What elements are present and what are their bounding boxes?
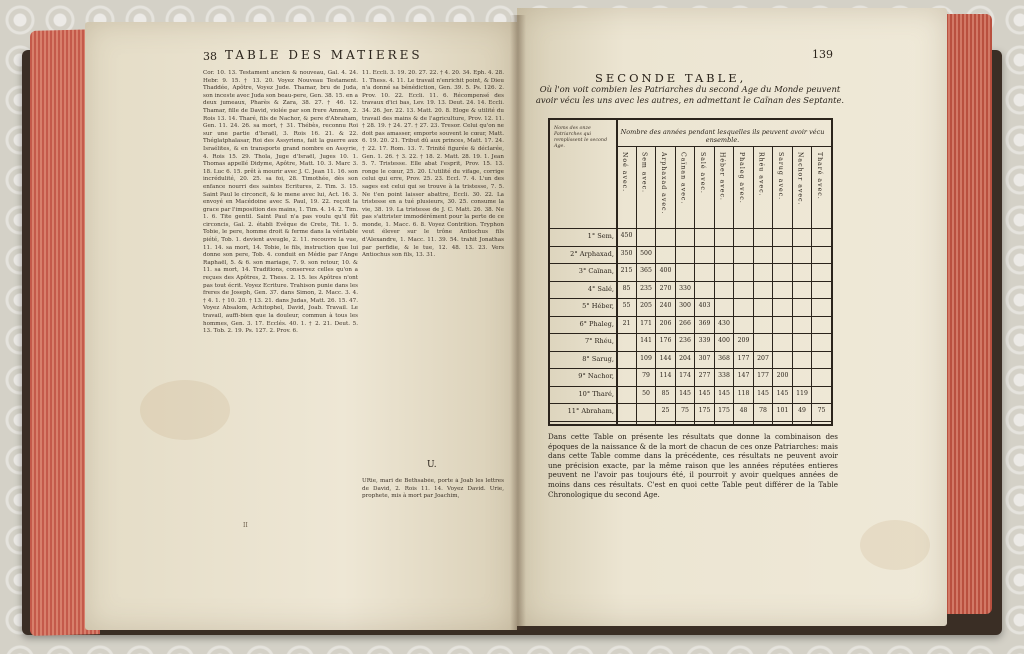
book-page-edges-right	[940, 14, 992, 614]
table-cell-value: 55	[622, 302, 631, 309]
table-cell-value: 365	[640, 267, 652, 274]
table-row-rule	[550, 333, 831, 334]
table-cell-value: 141	[640, 337, 652, 344]
table-row-rule	[550, 263, 831, 264]
table-cell-value: 206	[659, 319, 672, 327]
table-cell-value: 145	[718, 389, 730, 397]
index-column-1-text: Cor. 10. 13. Testament ancien & nouveau, Gal. 4. 24. Hebr. 9. 15. † 13. 20. Voyez Nouveau Testament. Thaddée, Apôtre, Voyez Jude. Thamar, bru de Juda, son inceste avec Juda son beau-pere, Gen. 38. 15. en a deux jumeaux, Pharès & Zara, 38. 27. † 46. 12. Thamar, fille de David, violée par son frere Amnon, 2. Rois 13. 14. Tharé, fils de Nachor, & pere d'Abraham, Gen. 11. 24. 26. sa mort, † 31. Thébès, reconnu Roi sur une partie d'Israël, 3. Rois 16. 21. & 22. Théglatphalasar, Roi des Assyriens, fait la guerre aux Israélites, & en transporte grand nombre en Assyrie, 4. Rois 15. 29. Thola, Juge d'Israël, Juges 10. 1. Thomas appellé Didyme, Apôtre, Matt. 10. 3. Marc 3. 18. Luc 6. 15. prêt à mourir avec J. C. Jean 11. 16. son incrédulité, 20. 25. sa foi, 28. Timothée, dès son enfance nourri des saintes Ecritures, 2. Tim. 3. 15. Saint Paul le circoncit, & le mene avec lui, Act. 16. 3. envoyé en Macédoine avec S. Paul, 19. 22. reçoit la grace par l'imposition des mains, 1. Tim. 4. 14. 2. Tim. 1. 6. Tite gentil. Saint Paul n'a pas voulu qu'il fût circoncis, Gal. 2. établi Evêque de Crete, Tit. 1. 5. Tobie, le pere, homme droit & ferme dans la véritable piété, Tob. 1. devient aveugle, 2. 11. recouvre la vue, 11. 14. sa mort, 14. Tobie, le fils, instruction que lui donne son pere, Tob. 4. conduit en Médie par l'Ange Raphaël, 5. & 6. son mariage, 7. 9. son retour, 10. & 11. sa mort, 14. Traditions, conservez celles qu'on a reçues des Apôtres, 2. Thess. 2. 15. les Apôtres n'ont pas tout écrit. Voyez Ecriture. Trahison punie dans les freres de Joseph, Gen. 37. dans Simon, 2. Macc. 3. 4. † 4. 1. † 10. 20. † 13. 21. dans Judas, Matt. 26. 15. 47. Voyez Absalom, Achitophel, David, Joab. Travail. Le travail, auffi-bien que la douleur, commun à tous les hommes, Gen. 3. 17. Ecclés. 40. 1. † 2. 21. Deut. 5. 13. Tob. 2. 19. Ps. 127. 2. Prov. 6.	[203, 70, 358, 335]
table-cell-value: 277	[698, 372, 711, 379]
table-cell-value: 49	[798, 407, 806, 414]
table-cell-value: 215	[620, 267, 633, 274]
table-cell-value: 21	[622, 319, 631, 327]
table-cell-value: 177	[737, 354, 750, 362]
table-cell-value: 109	[640, 354, 652, 362]
table-row-label: 1° Sem,	[587, 232, 614, 240]
table-column-divider	[792, 146, 793, 424]
table-cell-value: 500	[640, 249, 652, 257]
patriarch-table	[548, 118, 833, 426]
table-column-head: Phaleg avec.	[738, 152, 745, 204]
table-row-rule	[550, 351, 831, 352]
index-letter-heading: U.	[427, 460, 437, 470]
index-column-1	[203, 70, 358, 518]
table-row-label: 3° Caïnan,	[578, 267, 614, 275]
table-cell-value: 450	[620, 232, 633, 239]
index-column-2-bottom	[362, 478, 504, 516]
table-title: SECONDE TABLE,	[595, 71, 747, 85]
table-cell-value: 174	[679, 372, 691, 379]
table-row-rule	[550, 298, 831, 299]
signature-mark: II	[243, 522, 248, 529]
table-cell-value: 75	[817, 407, 826, 414]
table-column-head: Arphaxad avec.	[660, 152, 667, 215]
book-gutter	[510, 15, 526, 630]
left-running-head: TABLE DES MATIERES	[225, 48, 423, 62]
table-cell-value: 235	[640, 284, 652, 292]
table-column-divider	[733, 146, 734, 424]
table-subtitle: Où l'on voit combien les Patriarches du second Age du Monde peuvent avoir vécu les uns avec les autres, en admettant le Caïnan des Septante.	[535, 84, 845, 105]
table-cell-value: 205	[640, 302, 652, 309]
table-cell-value: 339	[698, 337, 711, 344]
table-cell-value: 85	[622, 284, 631, 292]
table-row-label: 6° Phaleg,	[579, 319, 614, 328]
table-cell-value: 25	[661, 407, 670, 414]
table-header-bottom-rule	[550, 228, 831, 229]
index-column-2	[362, 70, 504, 453]
index-column-2-bottom-text: URie, mari de Bethsabée, porte à Joab les lettres de David, 2. Rois 11. 14. Voyez David. Urie, prophete, mis à mort par Joachim,	[362, 478, 504, 500]
table-row-label: 7° Rhéu,	[584, 337, 614, 345]
table-cell-value: 175	[698, 407, 711, 414]
table-row-rule	[550, 421, 831, 422]
table-column-divider	[714, 146, 715, 424]
table-column-head: Noé avec.	[621, 152, 628, 193]
table-cell-value: 145	[757, 389, 769, 397]
table-cell-value: 144	[659, 354, 672, 362]
table-cell-value: 338	[718, 372, 730, 379]
table-row-label: 8° Sarug,	[582, 354, 614, 363]
table-cell-value: 270	[659, 284, 672, 292]
table-cell-value: 78	[759, 407, 767, 414]
table-column-divider	[772, 146, 773, 424]
table-corner-header: Noms des onze Patriarches qui remplissent le second Age.	[554, 126, 608, 149]
table-cell-value: 171	[640, 319, 652, 327]
table-cell-value: 101	[776, 407, 789, 414]
table-cell-value: 350	[620, 249, 633, 257]
table-column-head: Nachor avec.	[796, 152, 804, 206]
table-cell-value: 368	[718, 354, 730, 362]
table-cell-value: 369	[698, 319, 711, 327]
table-cell-value: 145	[698, 389, 711, 397]
table-column-head: Sarug avec.	[777, 152, 784, 201]
table-cell-value: 145	[679, 389, 691, 397]
table-cell-value: 400	[718, 337, 730, 344]
table-cell-value: 177	[757, 372, 769, 379]
table-cell-value: 403	[698, 302, 711, 309]
table-cell-value: 175	[718, 407, 730, 414]
table-row-label: 5° Héber,	[582, 302, 614, 310]
table-row-rule	[550, 403, 831, 404]
table-row-label: 4° Salé,	[587, 284, 614, 293]
table-row-label: 9° Nachor,	[578, 372, 614, 380]
table-column-head: Sem avec.	[640, 152, 648, 194]
table-row-rule	[550, 316, 831, 317]
table-cell-value: 119	[796, 389, 808, 397]
table-cell-value: 79	[642, 372, 650, 379]
table-column-head: Héber avec.	[718, 152, 726, 201]
table-cell-value: 147	[737, 372, 750, 379]
paper-stain	[860, 520, 930, 570]
table-row-rule	[550, 281, 831, 282]
table-row-label: 2° Arphaxad,	[570, 249, 614, 258]
table-cell-value: 176	[659, 337, 672, 344]
table-cell-value: 400	[659, 267, 672, 274]
table-column-head: Rhéu avec.	[757, 152, 765, 197]
table-cell-value: 75	[681, 407, 689, 414]
right-page-number: 139	[812, 48, 833, 61]
patriarch-table-grid	[550, 120, 831, 424]
table-row-label: 11° Abraham,	[567, 407, 614, 415]
table-cell-value: 330	[679, 284, 691, 292]
table-cell-value: 200	[776, 372, 789, 379]
table-column-head: Salé avec.	[699, 152, 706, 194]
table-cell-value: 209	[737, 337, 750, 344]
table-column-divider	[811, 146, 812, 424]
table-cell-value: 430	[718, 319, 730, 327]
table-column-divider	[753, 146, 754, 424]
table-cell-value: 145	[776, 389, 789, 397]
left-page-number: 38	[203, 50, 217, 63]
table-row-label: 10° Tharé,	[578, 389, 614, 398]
index-column-2-text: 11. Eccli. 3. 19. 20. 27. 22. † 4. 20. 34. Eph. 4. 28. 1. Thess. 4. 11. Le travail n'enrichit point, & Dieu n'a donné sa bénédiction, Gen. 39. 5. Ps. 126. 2. Prov. 10. 22. Eccli. 11. 6. Récompensé des travaux d'ici bas, Lev. 19. 13. Deut. 24. 14. Eccli. 34. 26. Jer. 22. 13. Matt. 20. 8. Eloge & utilité du travail des mains & de l'agriculture, Prov. 12. 11. † 28. 19. † 24. 27. † 27. 23. Tresor. Celui qu'on ne doit pas amasser, emporte souvent le cœur, Matt. 6. 19. 20. 21. Tribut dû aux princes, Matt. 17. 24. † 22. 17. Rom. 13. 7. Trinité figurée & déclarée, Gen. 1. 26. † 3. 22. † 18. 2. Matt. 28. 19. 1. Jean 5. 7. Tristesse. Elle abat l'esprit, Prov. 15. 13. ronge le cœur, 25. 20. L'utilité du vifage, corrige celui qui erre, Prov. 25. 23. Eccl. 7. 4. L'un des sages est celui qui se trouve à la tristesse, 7. 5. Ne t'en point laisser abattre, Eccli. 30. 22. La tristesse en a tué plusieurs, 30. 25. consume la vie, 38. 19. La tristesse de J. C. Matt. 26. 38. Ne pas s'attrister immodérément pour la perte de ce monde, 1. Macc. 6. 8. Voyez Contrition. Tryphon veut élever sur le trône Antiochus fils d'Alexandre, 1. Macc. 11. 39. 54. trahit Jonathas par perfidie, & le tue, 12. 48. 13. 23. Vers Antiochus son fils, 13. 31.	[362, 70, 504, 259]
table-cell-value: 300	[679, 302, 691, 309]
table-cell-value: 204	[679, 354, 691, 362]
table-cell-value: 114	[659, 372, 672, 379]
table-row-rule	[550, 386, 831, 387]
table-column-head: Caïnan avec.	[679, 152, 687, 205]
table-cell-value: 207	[757, 354, 769, 362]
table-cell-value: 48	[739, 407, 748, 414]
table-cell-value: 118	[737, 389, 750, 397]
table-row-rule	[550, 246, 831, 247]
table-column-head: Tharé avec.	[816, 152, 823, 200]
table-cell-value: 266	[679, 319, 691, 327]
table-cell-value: 50	[642, 389, 650, 397]
table-cell-value: 85	[661, 389, 670, 397]
explanatory-paragraph: Dans cette Table on présente les résultats que donne la combinaison des époques de la naissance & de la mort de chacun de ces onze Patriarches: mais dans cette Table comme dans la précédente, ces résultats ne peuvent avoir une précision exacte, par la même raison que les années réputées entieres peuvent ne l'avoir pas toujours été, il pourroit y avoir quelques années de moins dans ces résultats. C'est en quoi cette Table peut différer de la Table Chronologique du second Age.	[548, 432, 838, 499]
table-row-rule	[550, 368, 831, 369]
table-cell-value: 236	[679, 337, 691, 344]
table-header-rule	[616, 146, 831, 147]
table-cell-value: 240	[659, 302, 672, 309]
table-top-header: Nombre des années pendant lesquelles ils peuvent avoir vécu ensemble.	[620, 128, 825, 144]
table-cell-value: 307	[698, 354, 711, 362]
